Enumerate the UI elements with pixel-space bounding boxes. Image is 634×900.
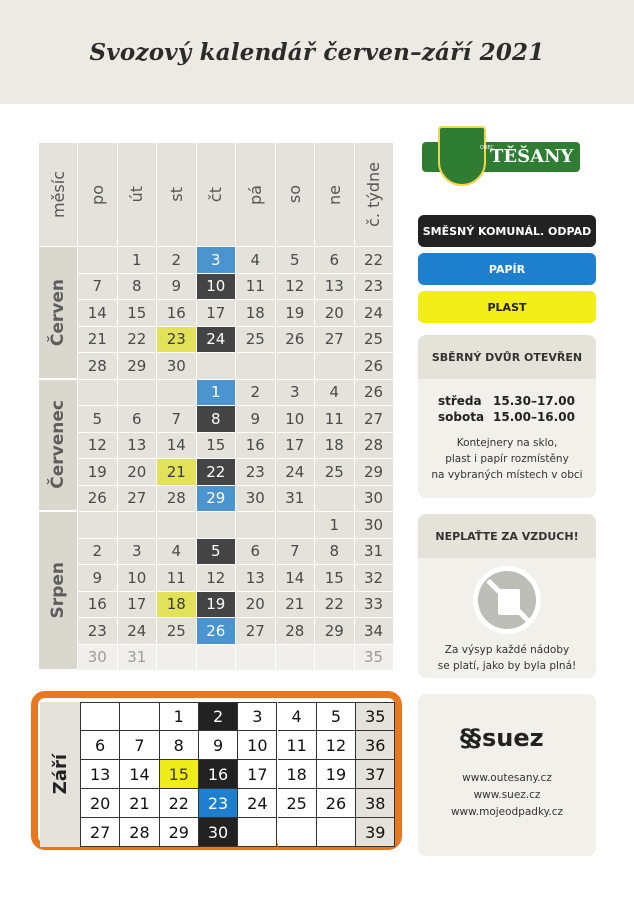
note-line: plast i papír rozmístěny (445, 453, 569, 465)
day-cell: 23 (199, 789, 238, 818)
day-cell: 14 (276, 565, 316, 592)
hours-day: středa (438, 394, 482, 408)
week-number-cell: 32 (355, 565, 394, 592)
day-cell: 2 (199, 702, 238, 731)
day-cell (236, 645, 276, 672)
week-number-cell: 23 (355, 274, 394, 301)
note-line: Za výsyp každé nádoby (444, 644, 570, 656)
day-cell: 16 (157, 300, 197, 327)
week-number-cell: 26 (355, 353, 394, 380)
day-cell: 29 (315, 618, 355, 645)
day-cell: 26 (276, 327, 316, 354)
day-cell: 28 (78, 353, 118, 380)
day-cell: 26 (78, 486, 118, 513)
day-cell: 20 (118, 459, 158, 486)
day-cell (278, 818, 317, 847)
month-name: Červenec (48, 400, 68, 490)
day-cell: 1 (197, 380, 237, 407)
website-link[interactable]: www.outesany.cz (462, 772, 552, 784)
day-cell (157, 512, 197, 539)
header-day-label: ne (324, 184, 344, 205)
day-cell: 16 (199, 760, 238, 789)
day-cell: 25 (315, 459, 355, 486)
day-cell: 22 (118, 327, 158, 354)
month-label-cell (39, 380, 78, 513)
day-cell: 19 (78, 459, 118, 486)
day-cell: 8 (160, 731, 199, 760)
day-cell: 31 (118, 645, 158, 672)
header-day-cell (78, 143, 118, 247)
hours-row (438, 393, 575, 409)
no-bin-icon (473, 566, 541, 634)
day-cell: 3 (238, 702, 277, 731)
day-cell: 2 (236, 380, 276, 407)
day-cell: 4 (315, 380, 355, 407)
suez-mark-icon: §§ (460, 724, 478, 752)
day-cell: 3 (276, 380, 316, 407)
day-cell: 5 (317, 702, 356, 731)
day-cell: 1 (160, 702, 199, 731)
header-month-cell (39, 143, 78, 247)
note-line: Kontejnery na sklo, (456, 437, 558, 449)
header-day-label: pá (245, 184, 265, 205)
day-cell (120, 702, 159, 731)
day-cell: 7 (157, 406, 197, 433)
day-cell: 18 (278, 760, 317, 789)
day-cell: 23 (236, 459, 276, 486)
day-cell: 8 (197, 406, 237, 433)
website-links (418, 770, 596, 821)
day-cell: 12 (197, 565, 237, 592)
day-cell (315, 353, 355, 380)
day-cell: 31 (276, 486, 316, 513)
week-number-cell: 30 (355, 512, 394, 539)
suez-logo (460, 724, 544, 752)
day-cell: 15 (160, 760, 199, 789)
website-link[interactable]: www.suez.cz (473, 789, 541, 801)
day-cell: 14 (120, 760, 159, 789)
day-cell (197, 645, 237, 672)
day-cell (276, 645, 316, 672)
month-name: Červen (48, 278, 68, 346)
week-number-cell: 22 (355, 247, 394, 274)
day-cell: 6 (118, 406, 158, 433)
day-cell: 6 (236, 539, 276, 566)
day-cell (78, 380, 118, 407)
day-cell: 18 (236, 300, 276, 327)
day-cell: 11 (315, 406, 355, 433)
day-cell: 19 (197, 592, 237, 619)
collection-yard-heading: SBĚRNÝ DVŮR OTEVŘEN (418, 335, 596, 379)
day-cell: 24 (238, 789, 277, 818)
day-cell: 8 (118, 274, 158, 301)
day-cell: 25 (157, 618, 197, 645)
day-cell: 21 (78, 327, 118, 354)
day-cell: 10 (197, 274, 237, 301)
day-cell (118, 512, 158, 539)
week-number-cell: 36 (356, 731, 395, 760)
month-label-cell (40, 702, 81, 847)
day-cell: 21 (120, 789, 159, 818)
day-cell: 15 (197, 433, 237, 460)
day-cell: 7 (78, 274, 118, 301)
day-cell: 16 (236, 433, 276, 460)
day-cell: 11 (236, 274, 276, 301)
day-cell (315, 486, 355, 513)
month-name: Září (49, 754, 71, 795)
day-cell: 1 (118, 247, 158, 274)
day-cell: 12 (317, 731, 356, 760)
day-cell: 6 (81, 731, 120, 760)
month-name: Srpen (48, 562, 68, 619)
day-cell: 9 (78, 565, 118, 592)
header-day-cell (315, 143, 355, 247)
day-cell (317, 818, 356, 847)
collection-yard-card (418, 335, 596, 498)
day-cell: 6 (315, 247, 355, 274)
day-cell: 19 (276, 300, 316, 327)
opening-hours (438, 393, 575, 425)
day-cell: 9 (236, 406, 276, 433)
day-cell: 21 (276, 592, 316, 619)
day-cell: 28 (276, 618, 316, 645)
day-cell: 21 (157, 459, 197, 486)
week-number-cell: 34 (355, 618, 394, 645)
day-cell: 12 (276, 274, 316, 301)
hours-time: 15.30–17.00 (493, 394, 575, 408)
day-cell (118, 380, 158, 407)
month-label-cell (39, 512, 78, 671)
logo-obec: OBEC (480, 145, 495, 151)
day-cell: 23 (157, 327, 197, 354)
day-cell: 16 (78, 592, 118, 619)
day-cell: 8 (315, 539, 355, 566)
day-cell: 27 (236, 618, 276, 645)
day-cell: 5 (276, 247, 316, 274)
day-cell (276, 512, 316, 539)
day-cell: 10 (118, 565, 158, 592)
day-cell: 17 (197, 300, 237, 327)
day-cell: 27 (118, 486, 158, 513)
header-day-label: so (285, 185, 305, 204)
week-number-cell: 37 (356, 760, 395, 789)
week-number-cell: 33 (355, 592, 394, 619)
week-number-cell: 25 (355, 327, 394, 354)
day-cell: 1 (315, 512, 355, 539)
day-cell: 4 (278, 702, 317, 731)
containers-note (418, 435, 596, 483)
day-cell: 17 (238, 760, 277, 789)
header-band (0, 0, 634, 104)
day-cell: 12 (78, 433, 118, 460)
day-cell: 18 (315, 433, 355, 460)
header-day-label: čt (206, 186, 226, 203)
header-day-cell (118, 143, 158, 247)
week-number-cell: 29 (355, 459, 394, 486)
month-label-cell (39, 247, 78, 380)
day-cell: 15 (118, 300, 158, 327)
hours-day: sobota (438, 410, 485, 424)
day-cell (276, 353, 316, 380)
week-number-cell: 38 (356, 789, 395, 818)
air-notice-note (418, 642, 596, 674)
day-cell: 29 (160, 818, 199, 847)
day-cell: 24 (197, 327, 237, 354)
day-cell: 10 (238, 731, 277, 760)
header-day-label: út (127, 186, 147, 203)
day-cell: 13 (81, 760, 120, 789)
day-cell: 26 (197, 618, 237, 645)
header-month-label: měsíc (48, 170, 68, 218)
header-week-cell (355, 143, 394, 247)
day-cell: 13 (315, 274, 355, 301)
hours-row (438, 409, 575, 425)
day-cell (157, 645, 197, 672)
day-cell: 25 (278, 789, 317, 818)
day-cell (78, 247, 118, 274)
day-cell: 26 (317, 789, 356, 818)
day-cell: 25 (236, 327, 276, 354)
day-cell (78, 512, 118, 539)
partner-card (418, 694, 596, 856)
september-highlight (31, 691, 402, 850)
day-cell: 11 (278, 731, 317, 760)
day-cell: 13 (236, 565, 276, 592)
page-title: Svozový kalendář červen–září 2021 (89, 38, 545, 66)
day-cell: 27 (315, 327, 355, 354)
header-day-label: po (87, 184, 107, 205)
day-cell (81, 702, 120, 731)
week-number-cell: 24 (355, 300, 394, 327)
day-cell: 14 (78, 300, 118, 327)
day-cell (236, 353, 276, 380)
day-cell: 23 (78, 618, 118, 645)
day-cell (315, 645, 355, 672)
week-number-cell: 39 (356, 818, 395, 847)
day-cell: 11 (157, 565, 197, 592)
day-cell: 27 (81, 818, 120, 847)
day-cell: 29 (118, 353, 158, 380)
week-number-cell: 30 (355, 486, 394, 513)
day-cell: 3 (197, 247, 237, 274)
day-cell: 13 (118, 433, 158, 460)
day-cell: 24 (118, 618, 158, 645)
day-cell: 20 (236, 592, 276, 619)
suez-wordmark: suez (482, 724, 544, 752)
day-cell (157, 380, 197, 407)
day-cell (197, 512, 237, 539)
day-cell: 5 (197, 539, 237, 566)
week-number-cell: 31 (355, 539, 394, 566)
day-cell: 14 (157, 433, 197, 460)
note-line: na vybraných místech v obci (431, 469, 583, 481)
day-cell: 5 (78, 406, 118, 433)
tesany-logo (422, 126, 580, 188)
day-cell: 18 (157, 592, 197, 619)
day-cell: 30 (78, 645, 118, 672)
note-line: se platí, jako by byla plná! (437, 660, 577, 672)
header-day-cell (276, 143, 316, 247)
day-cell: 4 (157, 539, 197, 566)
header-day-cell (236, 143, 276, 247)
day-cell (197, 353, 237, 380)
legend-mixed-waste: SMĚSNÝ KOMUNÁL. ODPAD (418, 215, 596, 247)
legend-paper: PAPÍR (418, 253, 596, 285)
day-cell: 24 (276, 459, 316, 486)
day-cell: 30 (236, 486, 276, 513)
day-cell: 30 (157, 353, 197, 380)
day-cell: 17 (276, 433, 316, 460)
header-day-label: st (166, 187, 186, 202)
day-cell: 2 (157, 247, 197, 274)
day-cell: 7 (276, 539, 316, 566)
day-cell: 7 (120, 731, 159, 760)
day-cell: 28 (120, 818, 159, 847)
day-cell: 28 (157, 486, 197, 513)
legend-plastic: PLAST (418, 291, 596, 323)
week-number-cell: 35 (355, 645, 394, 672)
logo-name: TĚŠANY (490, 146, 574, 167)
day-cell: 15 (315, 565, 355, 592)
day-cell: 2 (78, 539, 118, 566)
header-day-cell (197, 143, 237, 247)
day-cell: 22 (315, 592, 355, 619)
day-cell (236, 512, 276, 539)
day-cell: 22 (160, 789, 199, 818)
coat-of-arms-icon (438, 126, 486, 186)
header-day-cell (157, 143, 197, 247)
day-cell: 9 (199, 731, 238, 760)
day-cell: 29 (197, 486, 237, 513)
day-cell: 4 (236, 247, 276, 274)
week-number-cell: 27 (355, 406, 394, 433)
day-cell: 10 (276, 406, 316, 433)
day-cell: 20 (81, 789, 120, 818)
website-link[interactable]: www.mojeodpadky.cz (450, 806, 564, 818)
week-number-cell: 26 (355, 380, 394, 407)
day-cell: 3 (118, 539, 158, 566)
day-cell: 22 (197, 459, 237, 486)
week-number-cell: 35 (356, 702, 395, 731)
day-cell (238, 818, 277, 847)
hours-time: 15.00–16.00 (493, 410, 575, 424)
day-cell: 30 (199, 818, 238, 847)
week-number-cell: 28 (355, 433, 394, 460)
day-cell: 19 (317, 760, 356, 789)
day-cell: 9 (157, 274, 197, 301)
day-cell: 20 (315, 300, 355, 327)
air-notice-heading: NEPLAŤTE ZA VZDUCH! (418, 514, 596, 558)
day-cell: 17 (118, 592, 158, 619)
air-notice-card (418, 514, 596, 678)
header-week-label: č. týdne (364, 162, 383, 227)
